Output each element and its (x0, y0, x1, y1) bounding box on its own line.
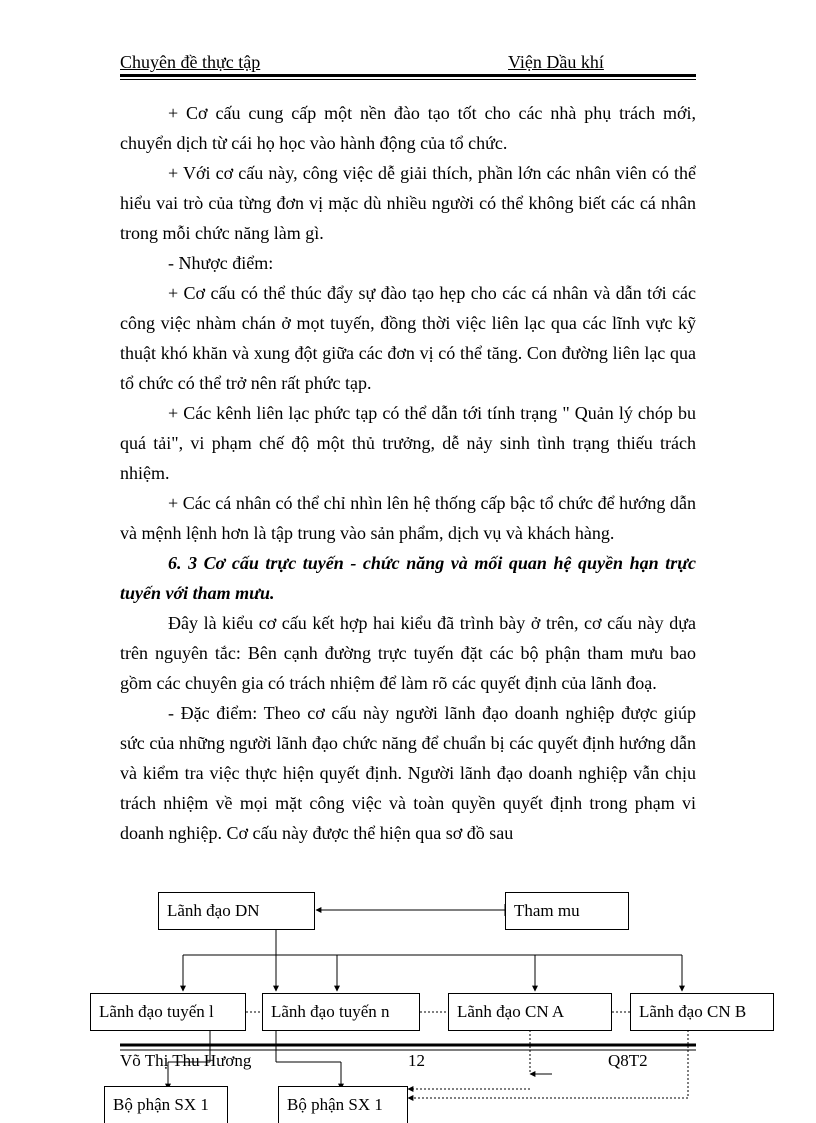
footer-page-number: 12 (408, 1051, 425, 1070)
paragraph: Đây là kiểu cơ cấu kết hợp hai kiểu đã trình bày ở trên, cơ cấu này dựa trên nguyên tắc: Bên cạnh đường trực tuyến đặt các bộ phận tham mưu bao gồm các chuyên gia có trách nhiệm để làm rõ các quyết định của lãnh đoạ. (120, 613, 696, 693)
footer-class: Q8T2 (608, 1051, 648, 1070)
section-heading: 6. 3 Cơ cấu trực tuyến - chức năng và mối quan hệ quyền hạn trực tuyến với tham mưu. (120, 553, 696, 603)
header-left: Chuyên đề thực tập (120, 52, 261, 72)
box-top-leader: Lãnh đạo DN (158, 892, 315, 930)
paragraph: + Các cá nhân có thể chỉ nhìn lên hệ thống cấp bậc tổ chức để hướng dẫn và mệnh lệnh hơn là tập trung vào sản phẩm, dịch vụ và khách hàng. (120, 493, 696, 543)
paragraph: + Với cơ cấu này, công việc dễ giải thích, phần lớn các nhân viên có thể hiểu vai trò của từng đơn vị mặc dù nhiều người có thể không biết các cá nhân trong mỗi chức năng làm gì. (120, 163, 696, 243)
box-unit-2: Bộ phận SX 1 (278, 1086, 408, 1123)
box-manager-func-a: Lãnh đạo CN A (448, 993, 612, 1031)
paragraph: + Các kênh liên lạc phức tạp có thể dẫn tới tính trạng " Quản lý chóp bu quá tải", vi phạm chế độ một thủ trưởng, dễ nảy sinh tình trạng thiếu trách nhiệm. (120, 403, 696, 483)
paragraph: - Đặc điểm: Theo cơ cấu này người lãnh đạo doanh nghiệp được giúp sức của những người lãnh đạo chức năng để chuẩn bị các quyết định hướng dẫn và kiểm tra việc thực hiện quyết định. Người lãnh đạo doanh nghiệp vẫn chịu trách nhiệm về mọi mặt công việc và toàn quyền quyết định trong phạm vi doanh nghiệp. Cơ cấu này được thể hiện qua sơ đồ sau (120, 703, 696, 843)
box-manager-func-b: Lãnh đạo CN B (630, 993, 774, 1031)
paragraph: + Cơ cấu có thể thúc đẩy sự đào tạo hẹp cho các cá nhân và dẫn tới các công việc nhàm chán ở mọt tuyến, đồng thời việc liên lạc qua các lĩnh vực kỹ thuật khó khăn và xung đột giữa các đơn vị có thể tăng. Con đường liên lạc qua tổ chức có thể trở nên rất phức tạp. (120, 283, 696, 393)
header-right: Viện Dầu khí (508, 52, 604, 72)
box-manager-line-1: Lãnh đạo tuyến l (90, 993, 246, 1031)
box-unit-1: Bộ phận SX 1 (104, 1086, 228, 1123)
paragraph: + Cơ cấu cung cấp một nền đào tạo tốt cho các nhà phụ trách mới, chuyển dịch từ cái họ học vào hành động của tổ chức. (120, 103, 696, 153)
box-manager-line-n: Lãnh đạo tuyến n (262, 993, 420, 1031)
box-advisor: Tham mu (505, 892, 629, 930)
paragraph: - Nhược điểm: (168, 253, 274, 273)
footer-author: Võ Thị Thu Hương (120, 1051, 252, 1070)
